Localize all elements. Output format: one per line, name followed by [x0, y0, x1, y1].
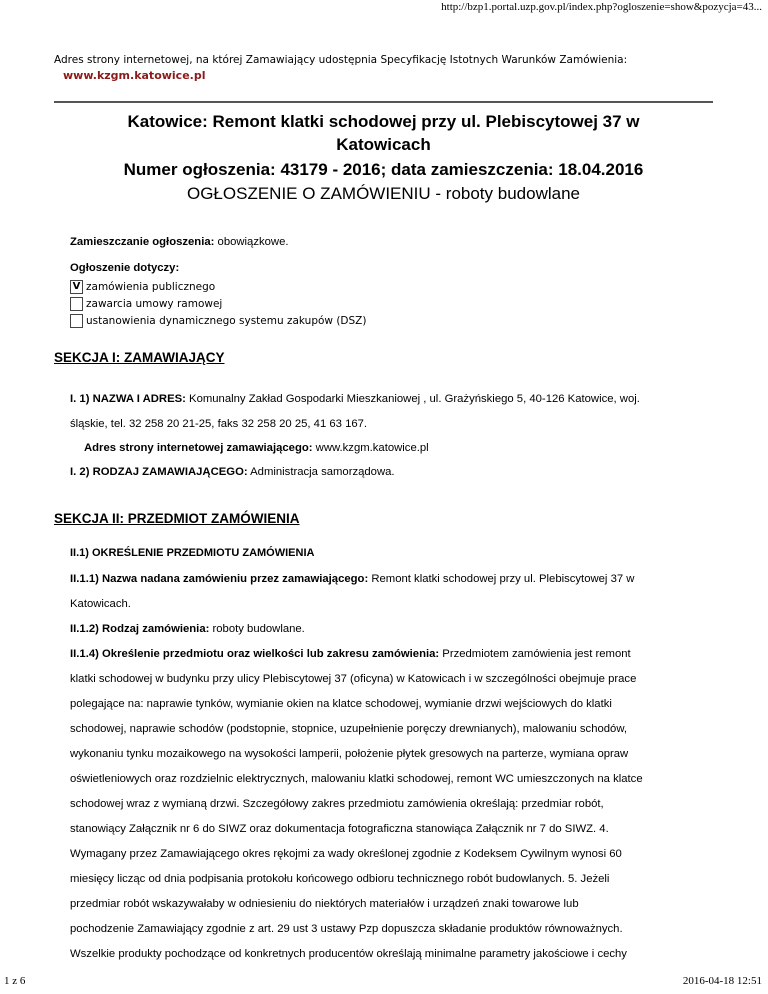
body-line: pochodzenie Zamawiający zgodnie z art. 29 ust 3 ustawy Pzp dopuszcza składanie produktów równoważnych. — [70, 923, 623, 935]
checkbox-empty — [70, 314, 83, 328]
body-line: schodowej, naprawie schodów (podstopnie, stopnice, uzupełnienie poręczy drewnianych), malowaniu schodów, — [70, 723, 628, 735]
print-datetime: 2016-04-18 12:51 — [682, 975, 762, 987]
page-counter: 1 z 6 — [4, 975, 26, 987]
option-dsz — [70, 314, 366, 328]
body-line: schodowej wraz z wymianą drzwi. Szczegółowy zakres przedmiotu zamówienia określają: przedmiar robót, — [70, 798, 604, 810]
zamieszczanie-value: obowiązkowe. — [214, 236, 289, 248]
i1-label: I. 1) NAZWA I ADRES: — [70, 393, 186, 405]
notice-title-line1: Katowice: Remont klatki schodowej przy ul. Plebiscytowej 37 w — [127, 112, 640, 131]
dotyczy-label: Ogłoszenie dotyczy: — [70, 262, 180, 274]
zamieszczanie-label: Zamieszczanie ogłoszenia: — [70, 236, 215, 248]
checkbox-empty — [70, 297, 83, 311]
siwz-address-link[interactable]: www.kzgm.katowice.pl — [63, 69, 206, 82]
body-line: klatki schodowej w budynku przy ulicy Plebiscytowej 37 (oficyna) w Katowicach i w szczególności obejmuje prace — [70, 673, 637, 685]
option-label: zamówienia publicznego — [86, 281, 216, 293]
ii14-label: II.1.4) Określenie przedmiotu oraz wielkości lub zakresu zamówienia: — [70, 648, 440, 660]
page-url: http://bzp1.portal.uzp.gov.pl/index.php?ogloszenie=show&pozycja=43... — [441, 1, 762, 13]
option-umowa-ramowa — [70, 297, 222, 311]
ii11-label: II.1.1) Nazwa nadana zamówieniu przez zamawiającego: — [70, 573, 369, 585]
notice-type: OGŁOSZENIE O ZAMÓWIENIU - roboty budowlane — [186, 184, 580, 203]
i2-row — [70, 466, 395, 478]
ii11-text-cont: Katowicach. — [70, 598, 131, 610]
i2-text: Administracja samorządowa. — [247, 466, 395, 478]
section-1-heading: SEKCJA I: ZAMAWIAJĄCY — [54, 350, 225, 365]
siwz-address-label: Adres strony internetowej, na której Zamawiający udostępnia Specyfikację Istotnych Warunków Zamówienia: — [54, 54, 628, 66]
option-zamowienie-publiczne — [70, 280, 215, 294]
notice-number: Numer ogłoszenia: 43179 - 2016; data zamieszczenia: 18.04.2016 — [123, 160, 644, 179]
www-label: Adres strony internetowej zamawiającego: — [84, 442, 313, 454]
section-2-heading: SEKCJA II: PRZEDMIOT ZAMÓWIENIA — [54, 511, 300, 526]
i2-label: I. 2) RODZAJ ZAMAWIAJĄCEGO: — [70, 466, 248, 478]
ii11-text: Remont klatki schodowej przy ul. Plebiscytowej 37 w — [368, 573, 635, 585]
i1-row — [70, 393, 640, 405]
checkbox-checked: V — [70, 280, 83, 294]
ii14-text: Przedmiotem zamówienia jest remont — [439, 648, 631, 660]
ii12-row — [70, 623, 305, 635]
i1-text-cont: śląskie, tel. 32 258 20 21-25, faks 32 258 20 25, 41 63 167. — [70, 418, 368, 430]
www-value: www.kzgm.katowice.pl — [312, 442, 429, 454]
body-line: wykonaniu tynku mozaikowego na wysokości lamperii, położenie płytek gresowych na parterze, wymiana opraw — [70, 748, 629, 760]
ii12-label: II.1.2) Rodzaj zamówienia: — [70, 623, 210, 635]
option-label: ustanowienia dynamicznego systemu zakupów (DSZ) — [86, 315, 367, 327]
ii11-row — [70, 573, 634, 585]
body-line: Wymagany przez Zamawiającego okres rękojmi za wady określonej zgodnie z Kodeksem Cywilnym wynosi 60 — [70, 848, 622, 860]
body-line: miesięcy licząc od dnia podpisania protokołu końcowego odbioru technicznego robót budowlanych. 5. Jeżeli — [70, 873, 610, 885]
ii1-heading: II.1) OKREŚLENIE PRZEDMIOTU ZAMÓWIENIA — [70, 547, 315, 559]
i1-text: Komunalny Zakład Gospodarki Mieszkaniowej , ul. Grażyńskiego 5, 40-126 Katowice, woj. — [185, 393, 640, 405]
header-divider — [54, 101, 713, 103]
body-line: polegające na: naprawie tynków, wymianie okien na klatce schodowej, wymianie drzwi wejściowych do klatki — [70, 698, 612, 710]
notice-title-line2: Katowicach — [336, 135, 431, 154]
body-line: przedmiar robót wskazywałaby w odniesieniu do niektórych materiałów i urządzeń znaki towarowe lub — [70, 898, 579, 910]
www-row — [84, 442, 429, 454]
body-line: oświetleniowych oraz rozdzielnic elektrycznych, malowaniu klatki schodowej, remont WC umieszczonych na klatce — [70, 773, 643, 785]
body-line: stanowiący Załącznik nr 6 do SIWZ oraz dokumentacja fotograficzna stanowiąca Załącznik nr 7 do SIWZ. 4. — [70, 823, 609, 835]
ii12-text: roboty budowlane. — [209, 623, 305, 635]
option-label: zawarcia umowy ramowej — [86, 298, 223, 310]
ii14-row — [70, 648, 631, 660]
zamieszczanie-row — [70, 236, 289, 248]
body-line: Wszelkie produkty pochodzące od konkretnych producentów określają minimalne parametry jakościowe i cechy — [70, 948, 627, 960]
